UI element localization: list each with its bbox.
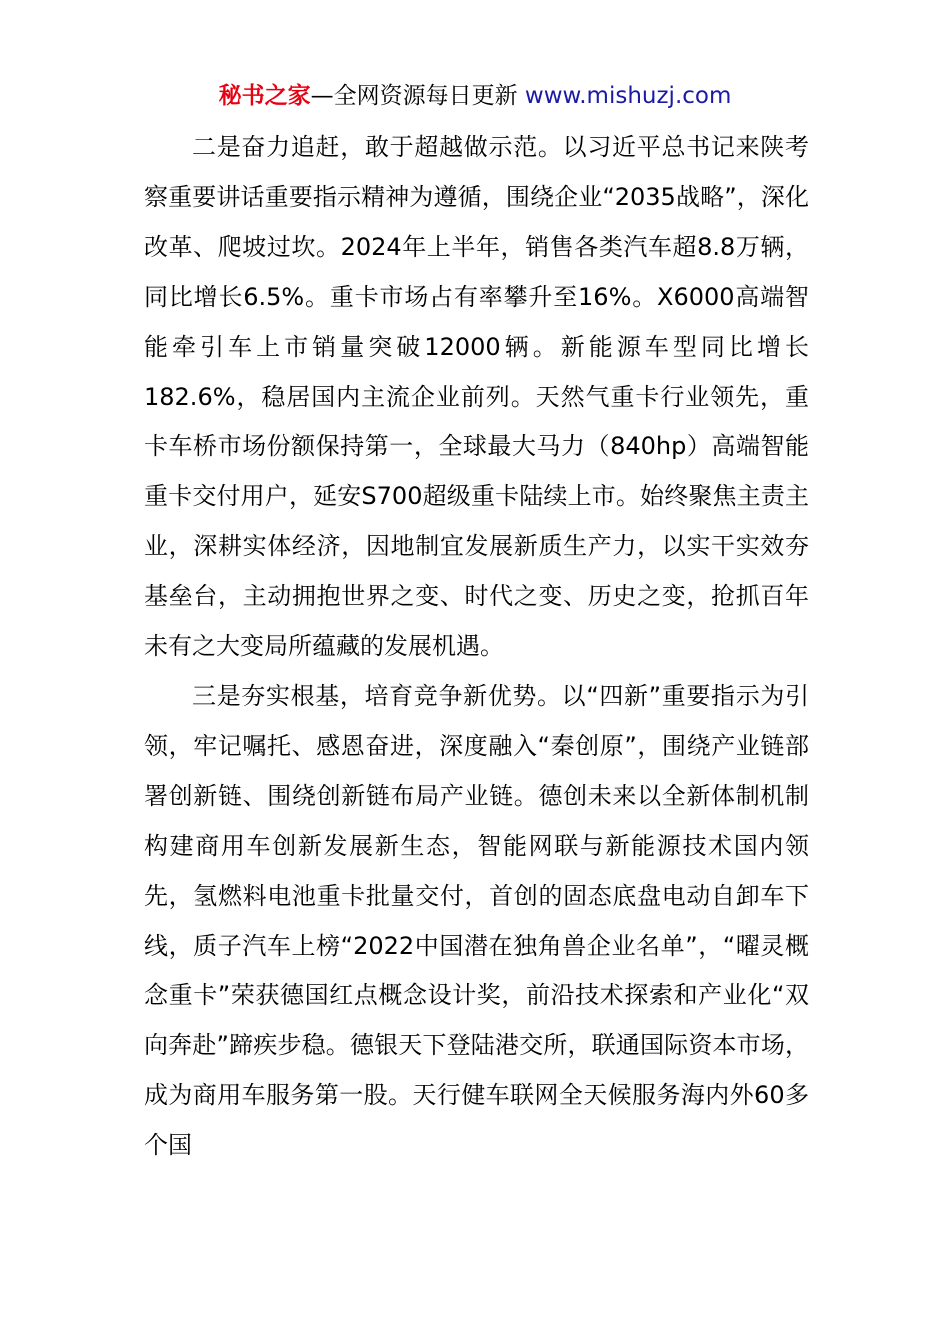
site-header [0, 80, 950, 112]
document-body [144, 123, 809, 1171]
paragraph-3: 三是夯实根基，培育竞争新优势。以“四新”重要指示为引领，牢记嘱托、感恩奋进，深度融入“秦创原”，围绕产业链部署创新链、围绕创新链布局产业链。德创未来以全新体制机制构建商用车创新发展新生态，智能网联与新能源技术国内领先，氢燃料电池重卡批量交付，首创的固态底盘电动自卸车下线，质子汽车上榜“2022中国潜在独角兽企业名单”，“曜灵概念重卡”荣获德国红点概念设计奖，前沿技术探索和产业化“双向奔赴”蹄疾步稳。德银天下登陆港交所，联通国际资本市场，成为商用车服务第一股。天行健车联网全天候服务海内外60多个国 [144, 681, 809, 1160]
paragraph-2: 二是奋力追赶，敢于超越做示范。以习近平总书记来陕考察重要讲话重要指示精神为遵循，围绕企业“2035战略”，深化改革、爬坡过坎。2024年上半年，销售各类汽车超8.8万辆，同比增长6.5%。重卡市场占有率攀升至16%。X6000高端智能牵引车上市销量突破12000辆。新能源车型同比增长182.6%，稳居国内主流企业前列。天然气重卡行业领先，重卡车桥市场份额保持第一，全球最大马力（840hp）高端智能重卡交付用户，延安S700超级重卡陆续上市。始终聚焦主责主业，深耕实体经济，因地制宜发展新质生产力，以实干实效夯基垒台，主动拥抱世界之变、时代之变、历史之变，抢抓百年未有之大变局所蕴藏的发展机遇。 [144, 133, 809, 661]
site-tagline: —全网资源每日更新 [310, 83, 525, 109]
site-brand: 秘书之家 [218, 83, 311, 109]
site-url-link[interactable]: www.mishuzj.com [524, 83, 732, 109]
